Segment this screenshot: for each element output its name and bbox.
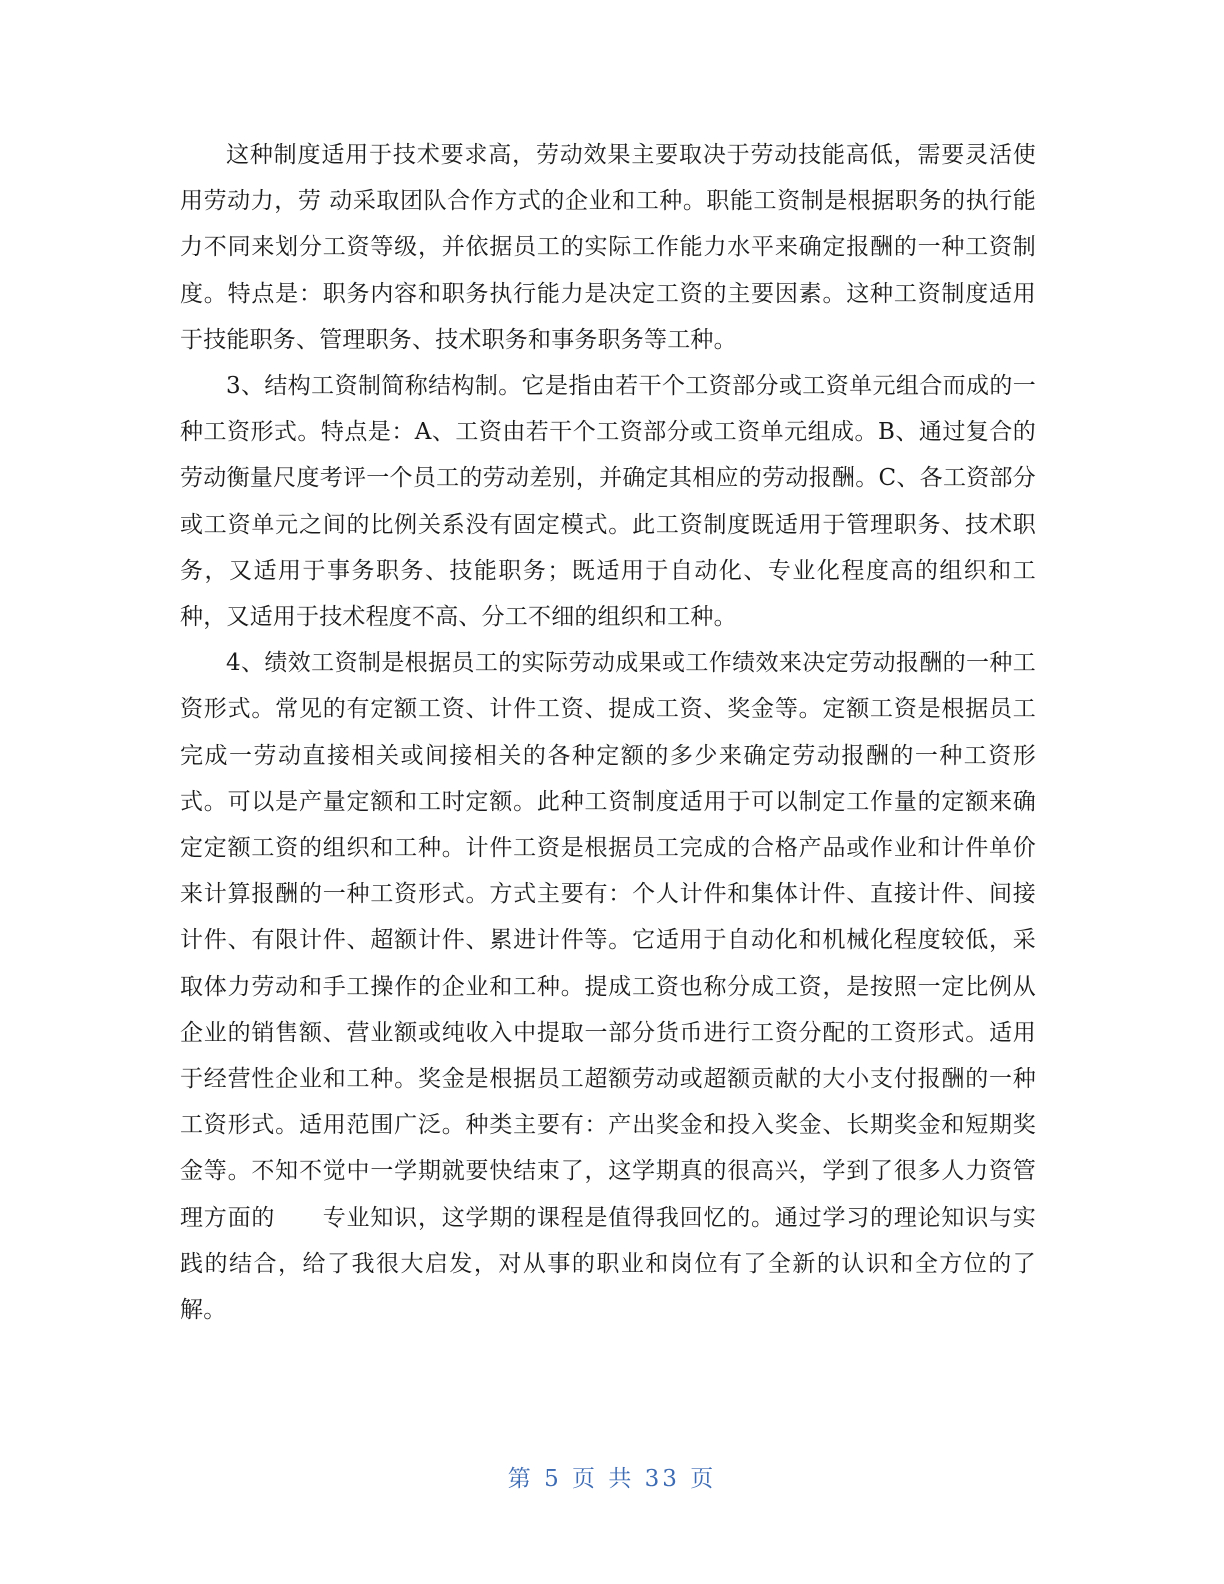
document-body xyxy=(180,132,1036,1333)
paragraph-1: 这种制度适用于技术要求高，劳动效果主要取决于劳动技能高低，需要灵活使用劳动力，劳 动采取团队合作方式的企业和工种。职能工资制是根据职务的执行能力不同来划分工资等级，并依据员工的实际工作能力水平来确定报酬的一种工资制度。特点是：职务内容和职务执行能力是决定工资的主要因素。这种工资制度适用于技能职务、管理职务、技术职务和事务职务等工种。 xyxy=(180,142,1036,353)
footer-prefix: 第 xyxy=(507,1466,534,1492)
footer-page-label: 页 xyxy=(572,1466,599,1492)
paragraph-3: 4、绩效工资制是根据员工的实际劳动成果或工作绩效来决定劳动报酬的一种工资形式。常见的有定额工资、计件工资、提成工资、奖金等。定额工资是根据员工完成一劳动直接相关或间接相关的各种定额的多少来确定劳动报酬的一种工资形式。可以是产量定额和工时定额。此种工资制度适用于可以制定工作量的定额来确定定额工资的组织和工种。计件工资是根据员工完成的合格产品或作业和计件单价来计算报酬的一种工资形式。方式主要有：个人计件和集体计件、直接计件、间接计件、有限计件、超额计件、累进计件等。它适用于自动化和机械化程度较低，采取体力劳动和手工操作的企业和工种。提成工资也称分成工资，是按照一定比例从企业的销售额、营业额或纯收入中提取一部分货币进行工资分配的工资形式。适用于经营性企业和工种。奖金是根据员工超额劳动或超额贡献的大小支付报酬的一种工资形式。适用范围广泛。种类主要有：产出奖金和投入奖金、长期奖金和短期奖金等。不知不觉中一学期就要快结束了，这学期真的很高兴，学到了很多人力资管理方面的 专业知识，这学期的课程是值得我回忆的。通过学习的理论知识与实践的结合，给了我很大启发，对从事的职业和岗位有了全新的认识和全方位的了解。 xyxy=(180,650,1036,1324)
footer-page-end-label: 页 xyxy=(690,1466,717,1492)
total-pages-number: 33 xyxy=(644,1466,680,1492)
footer-total-label: 共 xyxy=(608,1466,635,1492)
current-page-number: 5 xyxy=(544,1466,562,1492)
paragraph-2: 3、结构工资制简称结构制。它是指由若干个工资部分或工资单元组合而成的一种工资形式。特点是：A、工资由若干个工资部分或工资单元组成。B、通过复合的劳动衡量尺度考评一个员工的劳动差别，并确定其相应的劳动报酬。C、各工资部分或工资单元之间的比例关系没有固定模式。此工资制度既适用于管理职务、技术职务，又适用于事务职务、技能职务；既适用于自动化、专业化程度高的组织和工种，又适用于技术程度不高、分工不细的组织和工种。 xyxy=(180,373,1036,631)
page-number-footer xyxy=(0,1460,1224,1493)
